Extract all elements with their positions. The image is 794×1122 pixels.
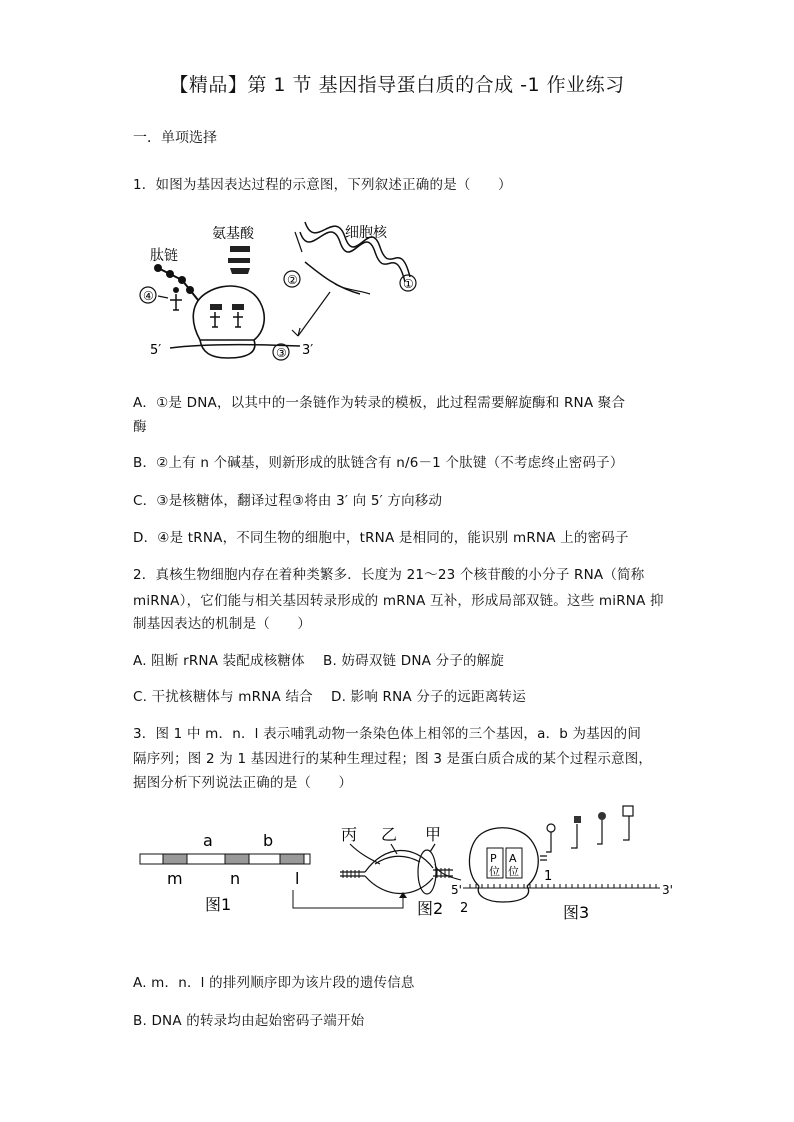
p-site-label-2: 位 [489,865,500,878]
q3-option-a: A. m．n．l 的排列顺序即为该片段的遗传信息 [133,975,415,991]
amino-acid-block [228,258,250,263]
label-bing: 丙 [341,825,358,844]
marker-2: ② [287,273,298,287]
marker-4: ④ [143,289,154,303]
fig2-caption: 图2 [417,899,444,918]
section-heading: 一．单项选择 [133,130,217,146]
fig3-ribosome [469,828,538,902]
q3-stem-line2: 隔序列；图 2 为 1 基因进行的某种生理过程；图 3 是蛋白质合成的某个过程示意图， [133,751,653,767]
q3-figure [135,804,690,929]
peptide-chain [158,268,198,300]
label-amino-acid: 氨基酸 [212,226,254,242]
label-peptide: 肽链 [150,248,178,264]
ribosome [193,286,264,340]
end-3: 3′ [302,343,314,358]
q1-option-d: D．④是 tRNA，不同生物的细胞中，tRNA 是相同的，能识别 mRNA 上的密码子 [133,530,629,546]
a-site-label-2: 位 [508,865,519,878]
marker-3: ③ [276,346,287,360]
q2-options-cd: C. 干扰核糖体与 mRNA 结合 D. 影响 RNA 分子的远距离转运 [133,689,526,705]
q1-stem: 1．如图为基因表达过程的示意图，下列叙述正确的是（ ） [133,177,512,193]
label-yi: 乙 [381,825,398,844]
fig1-caption: 图1 [205,895,232,914]
label-a: a [203,831,213,850]
fig3-trnas [540,816,629,860]
amino-acid-block [230,268,250,274]
fig3-num-2: 2 [460,901,469,916]
end-5: 5′ [150,343,162,358]
fig3-caption: 图3 [563,903,590,922]
q1-option-a-line1: A．①是 DNA，以其中的一条链作为转录的模板，此过程需要解旋酶和 RNA 聚合 [133,395,626,411]
q1-option-b: B．②上有 n 个碱基，则新形成的肽链含有 n/6－1 个肽键（不考虑终止密码子） [133,455,624,471]
fig3-num-1: 1 [544,869,553,884]
fig2-transcription-bubble [340,844,453,894]
fig3-end-3: 3' [662,883,673,897]
q2-stem-line1: 2．真核生物细胞内存在着种类繁多．长度为 21～23 个核苷酸的小分子 RNA（简称 [133,567,645,583]
label-nucleus: 细胞核 [345,225,387,241]
label-b: b [263,831,274,850]
page-title: 【精品】第 1 节 基因指导蛋白质的合成 -1 作业练习 [169,74,625,96]
a-site-label: A [509,852,517,865]
label-n: n [230,869,241,888]
amino-acid-block [230,246,250,252]
q2-stem-line2: miRNA），它们能与相关基因转录形成的 mRNA 互补，形成局部双链。这些 miRNA 抑 [133,593,664,609]
q2-stem-line3: 制基因表达的机制是（ ） [133,616,312,632]
trna-4 [170,294,182,310]
p-site-label: P [490,852,497,865]
q3-option-b: B. DNA 的转录均由起始密码子端开始 [133,1013,365,1029]
q1-figure [130,212,430,372]
fig3-end-5: 5' [451,883,462,897]
label-jia: 甲 [425,825,442,844]
label-m: m [167,869,183,888]
marker-1: ① [403,277,414,291]
fig1-chromosome [140,854,310,864]
q3-stem-line1: 3．图 1 中 m．n．l 表示哺乳动物一条染色体上相邻的三个基因，a．b 为基因的间 [133,726,642,742]
q1-option-a-line2: 酶 [133,419,147,435]
q2-options-ab: A. 阻断 rRNA 装配成核糖体 B. 妨碍双链 DNA 分子的解旋 [133,653,505,669]
q1-option-c: C．③是核糖体，翻译过程③将由 3′ 向 5′ 方向移动 [133,493,443,509]
q3-stem-line3: 据图分析下列说法正确的是（ ） [133,775,353,791]
label-l: l [295,869,300,888]
